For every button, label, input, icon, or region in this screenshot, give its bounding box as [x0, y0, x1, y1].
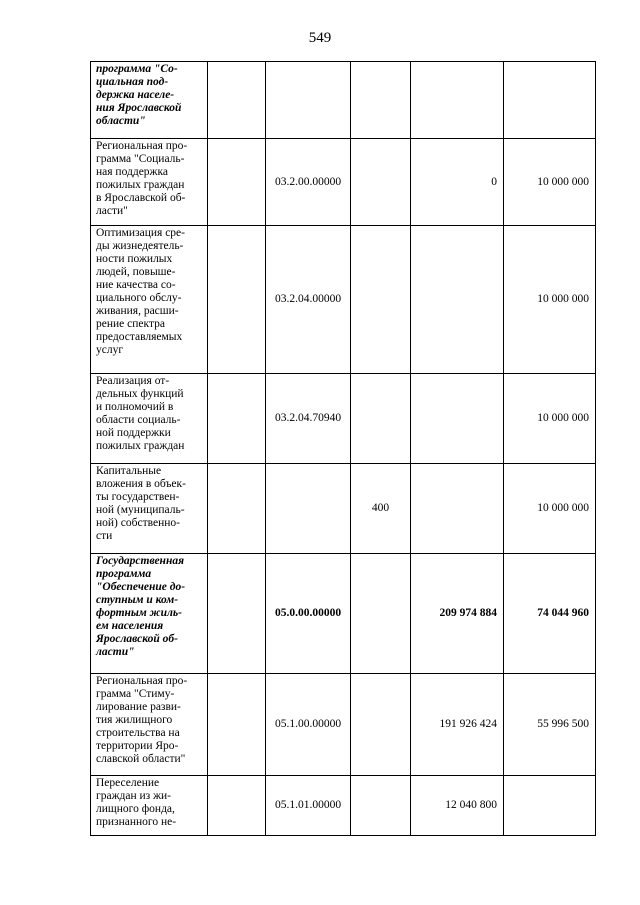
row-name-line: программа "Со- — [96, 63, 178, 75]
table-row — [91, 374, 596, 464]
row-name-line: Региональная про- — [96, 675, 188, 687]
code-cell: 05.0.00.00000 — [266, 554, 351, 674]
row-name-line: строительства на — [96, 727, 180, 739]
row-name-line: ние качества со- — [96, 279, 176, 291]
expense-type-cell — [351, 139, 411, 226]
row-name-line: предоставляемых — [96, 331, 183, 343]
row-name-line: Реализация от- — [96, 375, 170, 387]
code-cell — [266, 464, 351, 554]
row-name-line: области" — [96, 115, 146, 127]
row-name-line: ласти" — [96, 205, 128, 217]
table-row — [91, 139, 596, 226]
table-row — [91, 674, 596, 776]
page-number: 549 — [308, 30, 332, 46]
amount-cell-2: 10 000 000 — [504, 139, 596, 226]
row-name-line: и полномочий в — [96, 401, 174, 413]
row-name-line: циального обслу- — [96, 292, 182, 304]
row-name-line: Ярославской об- — [96, 633, 178, 645]
row-name-line: "Обеспечение до- — [96, 581, 186, 593]
budget-table-body — [91, 62, 596, 836]
amount-cell-1: 12 040 800 — [411, 776, 504, 836]
row-name-line: тия жилищного — [96, 714, 173, 726]
empty-cell — [208, 464, 266, 554]
code-cell: 03.2.00.00000 — [266, 139, 351, 226]
row-name-line: ности пожилых — [96, 253, 173, 265]
table-row — [91, 776, 596, 836]
row-name-line: вложения в объек- — [96, 478, 186, 490]
row-name-line: ной (муниципаль- — [96, 504, 185, 516]
empty-cell — [208, 139, 266, 226]
amount-cell-2: 10 000 000 — [504, 226, 596, 374]
row-name-line: лищного фонда, — [96, 803, 175, 815]
row-name-cell — [91, 554, 208, 674]
expense-type-cell — [351, 674, 411, 776]
row-name-line: ем населения — [96, 620, 164, 632]
row-name-line: лирование разви- — [96, 701, 181, 713]
row-name-cell — [91, 776, 208, 836]
code-cell: 03.2.04.70940 — [266, 374, 351, 464]
table-row — [91, 464, 596, 554]
amount-cell-2 — [504, 62, 596, 139]
empty-cell — [208, 62, 266, 139]
expense-type-cell: 400 — [351, 464, 411, 554]
amount-cell-2: 74 044 960 — [504, 554, 596, 674]
row-name-line: Переселение — [96, 777, 160, 789]
expense-type-cell — [351, 62, 411, 139]
amount-cell-2: 10 000 000 — [504, 464, 596, 554]
row-name-line: услуг — [96, 344, 124, 356]
row-name-line: дельных функций — [96, 388, 184, 400]
row-name-line: пожилых граждан — [96, 179, 185, 191]
row-name-cell — [91, 62, 208, 139]
row-name-line: славской области" — [96, 753, 186, 765]
row-name-line: граждан из жи- — [96, 790, 172, 802]
row-name-line: держка населе- — [96, 89, 175, 101]
row-name-line: области социаль- — [96, 414, 181, 426]
row-name-line: живания, расши- — [96, 305, 179, 317]
row-name-line: признанного не- — [96, 816, 177, 828]
row-name-line: ной поддержки — [96, 427, 171, 439]
code-cell: 05.1.00.00000 — [266, 674, 351, 776]
amount-cell-2: 55 996 500 — [504, 674, 596, 776]
row-name-line: ступным и ком- — [96, 594, 179, 606]
row-name-line: территории Яро- — [96, 740, 179, 752]
row-name-line: грамма "Стиму- — [96, 688, 175, 700]
amount-cell-1 — [411, 464, 504, 554]
row-name-line: сти — [96, 530, 113, 542]
row-name-line: Капитальные — [96, 465, 162, 477]
amount-cell-1: 209 974 884 — [411, 554, 504, 674]
amount-cell-1 — [411, 226, 504, 374]
empty-cell — [208, 554, 266, 674]
code-cell: 03.2.04.00000 — [266, 226, 351, 374]
row-name-line: грамма "Социаль- — [96, 153, 185, 165]
row-name-line: ласти" — [96, 646, 135, 658]
amount-cell-2 — [504, 776, 596, 836]
expense-type-cell — [351, 226, 411, 374]
amount-cell-1 — [411, 374, 504, 464]
row-name-line: ной) собственно- — [96, 517, 180, 529]
empty-cell — [208, 674, 266, 776]
table-row — [91, 554, 596, 674]
empty-cell — [208, 776, 266, 836]
row-name-line: ния Ярославской — [96, 102, 182, 114]
expense-type-cell — [351, 776, 411, 836]
row-name-line: программа — [96, 568, 152, 580]
row-name-line: ты государствен- — [96, 491, 180, 503]
row-name-cell — [91, 374, 208, 464]
row-name-line: фортным жиль- — [96, 607, 182, 619]
empty-cell — [208, 374, 266, 464]
row-name-line: Оптимизация сре- — [96, 227, 185, 239]
row-name-line: рение спектра — [96, 318, 165, 330]
row-name-cell — [91, 674, 208, 776]
row-name-line: ды жизнедеятель- — [96, 240, 184, 252]
amount-cell-1 — [411, 62, 504, 139]
amount-cell-1: 191 926 424 — [411, 674, 504, 776]
budget-table — [90, 61, 596, 836]
table-row — [91, 226, 596, 374]
row-name-line: циальная под- — [96, 76, 169, 88]
expense-type-cell — [351, 554, 411, 674]
row-name-cell — [91, 139, 208, 226]
row-name-cell — [91, 464, 208, 554]
expense-type-cell — [351, 374, 411, 464]
code-cell — [266, 62, 351, 139]
row-name-line: ная поддержка — [96, 166, 169, 178]
row-name-line: Государственная — [96, 555, 184, 567]
row-name-cell — [91, 226, 208, 374]
row-name-line: пожилых граждан — [96, 440, 185, 452]
row-name-line: в Ярославской об- — [96, 192, 186, 204]
table-row — [91, 62, 596, 139]
row-name-line: людей, повыше- — [96, 266, 176, 278]
code-cell: 05.1.01.00000 — [266, 776, 351, 836]
row-name-line: Региональная про- — [96, 140, 188, 152]
empty-cell — [208, 226, 266, 374]
amount-cell-2: 10 000 000 — [504, 374, 596, 464]
amount-cell-1: 0 — [411, 139, 504, 226]
